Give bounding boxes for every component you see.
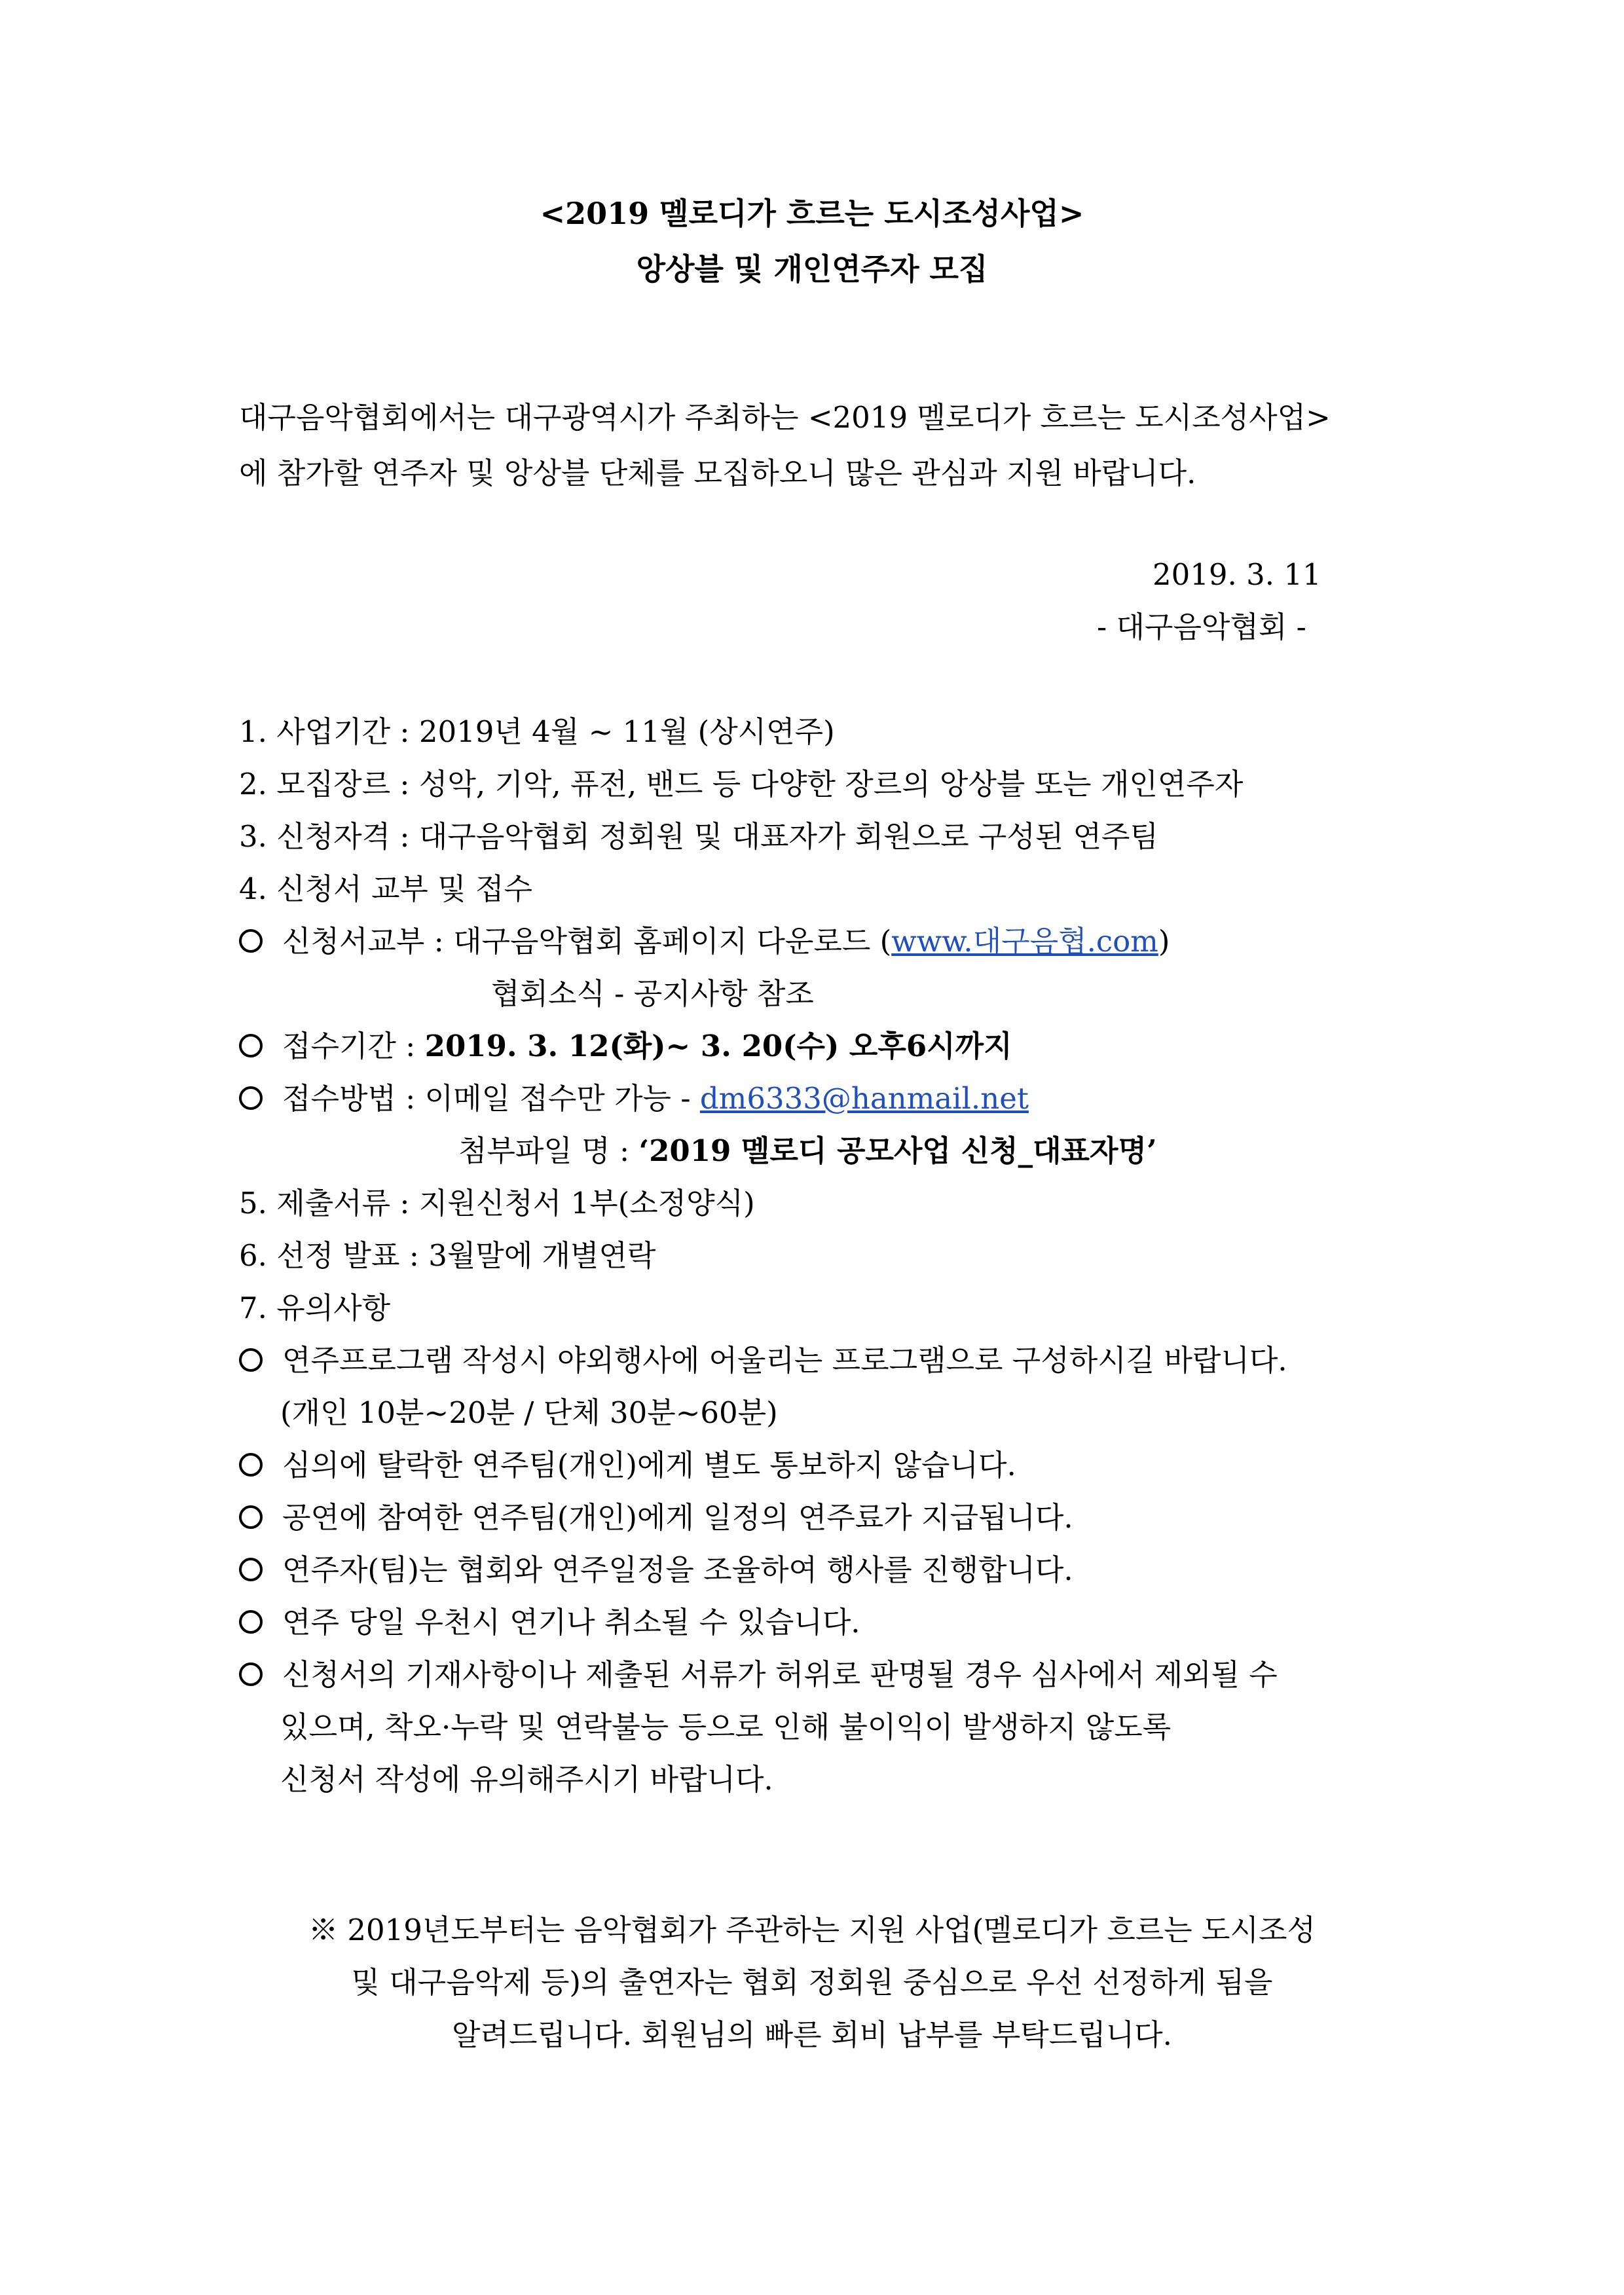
notice-date: 2019. 3. 11 — [1153, 557, 1321, 592]
footnote-line-1: ※ 2019년도부터는 음악협회가 주관하는 지원 사업(멜로디가 흐르는 도시조성 — [308, 1913, 1316, 1947]
reception-period-value: 2019. 3. 12(화)~ 3. 20(수) 오후6시까지 — [424, 1029, 1012, 1063]
footnote-line-2: 및 대구음악제 등)의 출연자는 협회 정회원 중심으로 우선 선정하게 됨을 — [351, 1965, 1273, 2000]
sub-item-reception-period: 접수기간 : 2019. 3. 12(화)~ 3. 20(수) 오후6시까지 — [239, 1031, 1012, 1061]
note-program: 연주프로그램 작성시 야외행사에 어울리는 프로그램으로 구성하시길 바랍니다. — [239, 1346, 1287, 1375]
item-genre: 2. 모집장르 : 성악, 기악, 퓨전, 밴드 등 다양한 장르의 앙상블 또는 개인연주자 — [239, 767, 1244, 801]
note-false-information: 신청서의 기재사항이나 제출된 서류가 허위로 판명될 경우 심사에서 제외될 수 — [239, 1660, 1278, 1689]
circle-bullet-icon — [239, 1034, 263, 1057]
circle-bullet-icon — [239, 1662, 263, 1686]
item-notes: 7. 유의사항 — [239, 1291, 391, 1325]
note-false-information-cont-1: 있으며, 착오·누락 및 연락불능 등으로 인해 불이익이 발생하지 않도록 — [280, 1710, 1172, 1744]
intro-line-2: 에 참가할 연주자 및 앙상블 단체를 모집하오니 많은 관심과 지원 바랍니다. — [239, 456, 1196, 490]
attachment-filename: ‘2019 멜로디 공모사업 신청_대표자명’ — [638, 1133, 1157, 1168]
item-period: 1. 사업기간 : 2019년 4월 ~ 11월 (상시연주) — [239, 714, 835, 749]
circle-bullet-icon — [239, 1453, 263, 1477]
item-eligibility: 3. 신청자격 : 대구음악협회 정회원 및 대표자가 회원으로 구성된 연주팀 — [239, 819, 1158, 854]
note-program-duration: (개인 10분~20분 / 단체 30분~60분) — [280, 1395, 778, 1430]
note-false-information-cont-2: 신청서 작성에 유의해주시기 바랍니다. — [280, 1762, 773, 1797]
note-schedule: 연주자(팀)는 협회와 연주일정을 조율하여 행사를 진행합니다. — [239, 1555, 1073, 1585]
attachment-filename-line: 첨부파일 명 : ‘2019 멜로디 공모사업 신청_대표자명’ — [458, 1133, 1157, 1168]
circle-bullet-icon — [239, 1505, 263, 1529]
item-documents: 5. 제출서류 : 지원신청서 1부(소정양식) — [239, 1186, 755, 1221]
sub-item-form-distribution: 신청서교부 : 대구음악협회 홈페이지 다운로드 (www.대구음협.com) — [239, 927, 1170, 956]
item-application: 4. 신청서 교부 및 접수 — [239, 872, 532, 906]
circle-bullet-icon — [239, 1610, 263, 1634]
homepage-link[interactable]: www.대구음협.com — [891, 924, 1158, 959]
circle-bullet-icon — [239, 929, 263, 953]
note-payment: 공연에 참여한 연주팀(개인)에게 일정의 연주료가 지급됩니다. — [239, 1503, 1073, 1532]
sub-item-form-distribution-note: 협회소식 - 공지사항 참조 — [491, 976, 814, 1011]
note-rejection: 심의에 탈락한 연주팀(개인)에게 별도 통보하지 않습니다. — [239, 1450, 1016, 1480]
document-title: <2019 멜로디가 흐르는 도시조성사업> — [540, 196, 1084, 231]
circle-bullet-icon — [239, 1348, 263, 1372]
footnote-line-3: 알려드립니다. 회원님의 빠른 회비 납부를 부탁드립니다. — [452, 2017, 1172, 2052]
circle-bullet-icon — [239, 1558, 263, 1581]
organization-signature: - 대구음악협회 - — [1097, 610, 1306, 644]
note-weather: 연주 당일 우천시 연기나 취소될 수 있습니다. — [239, 1607, 860, 1637]
email-link[interactable]: dm6333@hanmail.net — [699, 1081, 1029, 1116]
sub-item-reception-method: 접수방법 : 이메일 접수만 가능 - dm6333@hanmail.net — [239, 1084, 1029, 1113]
item-announcement: 6. 선정 발표 : 3월말에 개별연락 — [239, 1238, 656, 1273]
document-subtitle: 앙상블 및 개인연주자 모집 — [636, 251, 988, 287]
intro-line-1: 대구음악협회에서는 대구광역시가 주최하는 <2019 멜로디가 흐르는 도시조성사업> — [239, 400, 1331, 435]
circle-bullet-icon — [239, 1086, 263, 1110]
